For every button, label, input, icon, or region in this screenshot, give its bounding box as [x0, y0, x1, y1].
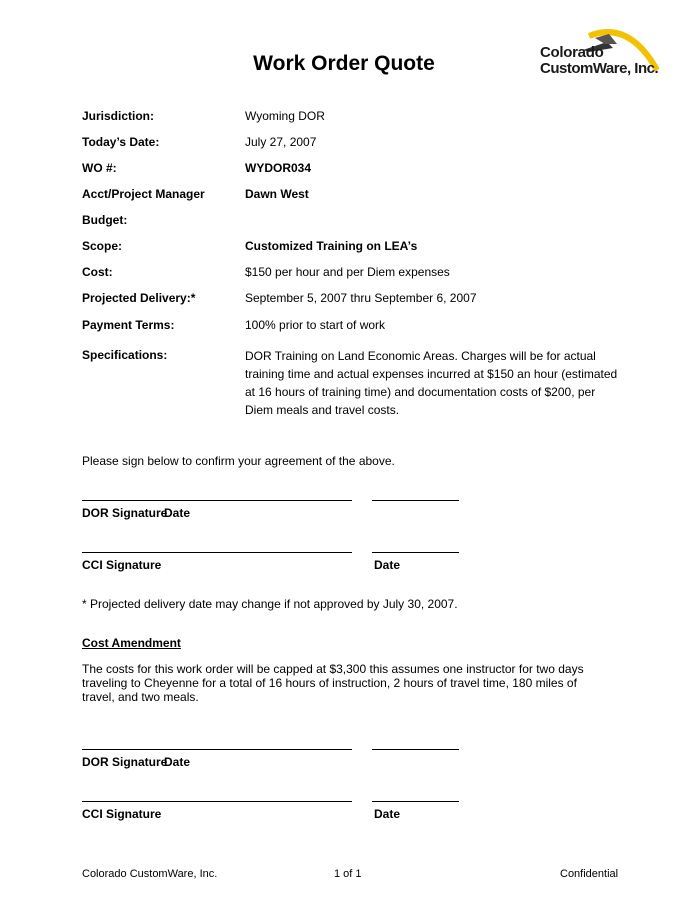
footer-company: Colorado CustomWare, Inc.	[82, 868, 218, 880]
cost-amendment-text: The costs for this work order will be capped at $3,300 this assumes one instructor for two days traveling to Cheyenne for a total of 16 hours of instruction, 2 hours of travel time, 180 miles of travel, and two meals.	[82, 662, 584, 704]
footnote: * Projected delivery date may change if not approved by July 30, 2007.	[82, 597, 458, 611]
cci-date-line	[372, 801, 459, 802]
project-manager-label: Acct/Project Manager	[82, 187, 205, 201]
dor-date-line	[372, 500, 459, 501]
cci-date-label: Date	[374, 558, 401, 572]
dor-signature-label: DOR Signature	[82, 755, 168, 769]
project-manager-value: Dawn West	[245, 187, 309, 201]
dor-date-label: Date	[164, 755, 191, 769]
dor-date-label: Date	[164, 506, 191, 520]
cci-date-label: Date	[374, 807, 401, 821]
logo-text-line2: CustomWare, Inc.	[540, 60, 659, 77]
sign-prompt: Please sign below to confirm your agreement of the above.	[82, 454, 395, 468]
cci-signature-line	[82, 801, 352, 802]
jurisdiction-label: Jurisdiction:	[82, 109, 155, 123]
dor-date-line	[372, 749, 459, 750]
wo-number-label: WO #:	[82, 161, 117, 175]
footer-confidential: Confidential	[560, 868, 619, 880]
todays-date-label: Today’s Date:	[82, 135, 160, 149]
dor-signature-line	[82, 500, 352, 501]
scope-value: Customized Training on LEA’s	[245, 239, 418, 253]
cci-signature-label: CCI Signature	[82, 807, 162, 821]
payment-terms-value: 100% prior to start of work	[245, 318, 386, 332]
projected-delivery-label: Projected Delivery:*	[82, 291, 196, 305]
cci-date-line	[372, 552, 459, 553]
cci-signature-line	[82, 552, 352, 553]
payment-terms-label: Payment Terms:	[82, 318, 175, 332]
jurisdiction-value: Wyoming DOR	[245, 109, 325, 123]
cost-value: $150 per hour and per Diem expenses	[245, 265, 450, 279]
cost-amendment-heading: Cost Amendment	[82, 636, 181, 650]
cost-label: Cost:	[82, 265, 113, 279]
budget-label: Budget:	[82, 213, 128, 227]
dor-signature-line	[82, 749, 352, 750]
footer-page-number: 1 of 1	[334, 868, 362, 880]
dor-signature-label: DOR Signature	[82, 506, 168, 520]
company-logo	[537, 22, 663, 80]
todays-date-value: July 27, 2007	[245, 135, 317, 149]
projected-delivery-value: September 5, 2007 thru September 6, 2007	[245, 291, 477, 305]
page-title: Work Order Quote	[253, 52, 435, 75]
logo-text-line1: Colorado	[540, 44, 604, 61]
wo-number-value: WYDOR034	[245, 161, 312, 175]
scope-label: Scope:	[82, 239, 123, 253]
specifications-label: Specifications:	[82, 348, 168, 362]
cci-signature-label: CCI Signature	[82, 558, 162, 572]
specifications-text: DOR Training on Land Economic Areas. Charges will be for actual training time and actual expenses incurred at $150 an hour (estimated at 16 hours of training time) and documentation costs of $200, per Diem meals and travel costs.	[245, 349, 618, 417]
